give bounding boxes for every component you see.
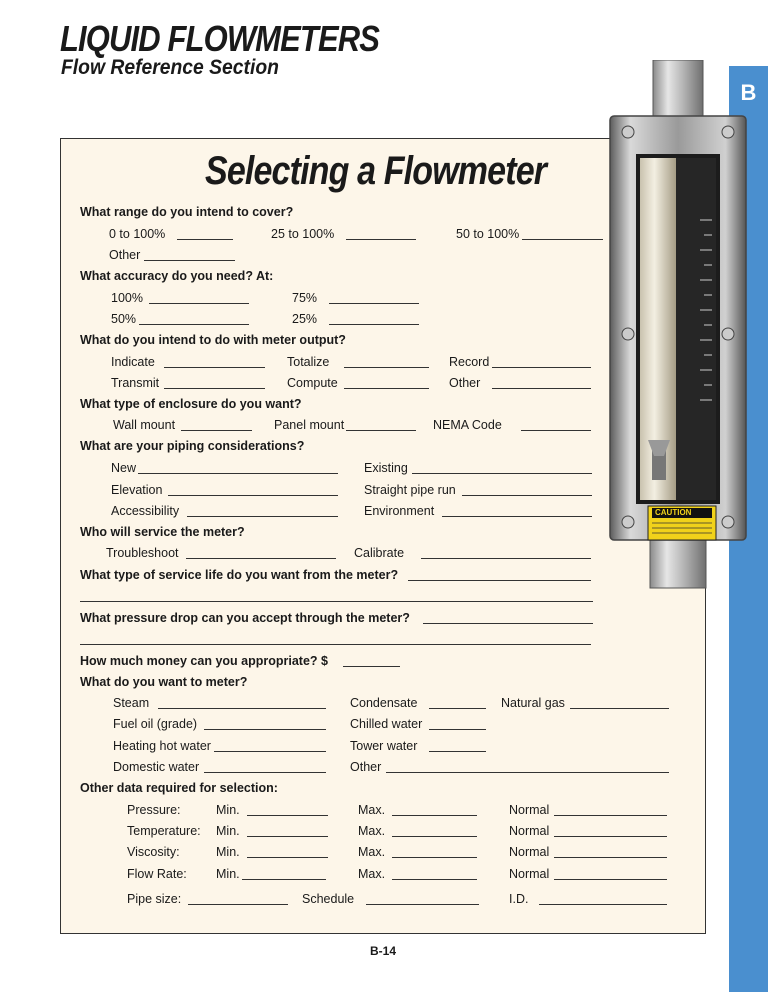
label-elevation: Elevation bbox=[111, 483, 163, 497]
field-panel-mount[interactable] bbox=[346, 430, 416, 431]
question-service: Who will service the meter? bbox=[80, 525, 245, 539]
label-condensate: Condensate bbox=[350, 696, 418, 710]
label-pressure-max: Max. bbox=[358, 803, 386, 817]
label-compute: Compute bbox=[287, 376, 338, 390]
label-pressure: Pressure: bbox=[127, 803, 181, 817]
page-number: B-14 bbox=[370, 944, 397, 958]
header-title: LIQUID FLOWMETERS bbox=[60, 18, 380, 59]
question-piping: What are your piping considerations? bbox=[80, 439, 305, 453]
field-transmit[interactable] bbox=[164, 388, 265, 389]
field-pressure-drop[interactable] bbox=[423, 623, 593, 624]
label-flow-rate-max: Max. bbox=[358, 867, 386, 881]
caution-label: CAUTION bbox=[655, 508, 692, 517]
field-0-to-100[interactable] bbox=[177, 239, 233, 240]
label-0-to-100: 0 to 100% bbox=[109, 227, 166, 241]
field-pipe-size[interactable] bbox=[188, 904, 288, 905]
field-pressure-min[interactable] bbox=[247, 815, 328, 816]
label-domestic-water: Domestic water bbox=[113, 760, 200, 774]
field-fuel-oil[interactable] bbox=[204, 729, 326, 730]
label-panel-mount: Panel mount bbox=[274, 418, 345, 432]
label-chilled-water: Chilled water bbox=[350, 717, 423, 731]
field-calibrate[interactable] bbox=[421, 558, 591, 559]
field-temperature-normal[interactable] bbox=[554, 836, 667, 837]
label-steam: Steam bbox=[113, 696, 150, 710]
field-accuracy-75[interactable] bbox=[329, 303, 419, 304]
label-temperature: Temperature: bbox=[127, 824, 201, 838]
label-range-other: Other bbox=[109, 248, 141, 262]
question-accuracy: What accuracy do you need? At: bbox=[80, 269, 274, 283]
label-flow-rate-normal: Normal bbox=[509, 867, 550, 881]
label-new: New bbox=[111, 461, 137, 475]
field-troubleshoot[interactable] bbox=[186, 558, 336, 559]
label-meter-other: Other bbox=[350, 760, 382, 774]
label-viscosity-min: Min. bbox=[216, 845, 240, 859]
field-environment[interactable] bbox=[442, 516, 592, 517]
field-viscosity-min[interactable] bbox=[247, 857, 328, 858]
label-pressure-min: Min. bbox=[216, 803, 240, 817]
field-tower-water[interactable] bbox=[429, 751, 486, 752]
field-accessibility[interactable] bbox=[187, 516, 338, 517]
label-temperature-min: Min. bbox=[216, 824, 240, 838]
field-accuracy-50[interactable] bbox=[139, 324, 249, 325]
question-output: What do you intend to do with meter output? bbox=[80, 333, 346, 347]
form-title: Selecting a Flowmeter bbox=[205, 149, 547, 193]
field-steam[interactable] bbox=[158, 708, 326, 709]
field-condensate[interactable] bbox=[429, 708, 486, 709]
field-service-life-2[interactable] bbox=[80, 601, 593, 602]
field-flow-rate-min[interactable] bbox=[242, 879, 326, 880]
field-service-life[interactable] bbox=[408, 580, 591, 581]
label-id: I.D. bbox=[509, 892, 529, 906]
label-totalize: Totalize bbox=[287, 355, 330, 369]
field-existing[interactable] bbox=[412, 473, 592, 474]
field-range-other[interactable] bbox=[144, 260, 235, 261]
field-domestic-water[interactable] bbox=[204, 772, 326, 773]
label-schedule: Schedule bbox=[302, 892, 355, 906]
label-indicate: Indicate bbox=[111, 355, 155, 369]
label-transmit: Transmit bbox=[111, 376, 160, 390]
label-existing: Existing bbox=[364, 461, 408, 475]
question-service-life: What type of service life do you want from the meter? bbox=[80, 568, 399, 582]
label-natural-gas: Natural gas bbox=[501, 696, 565, 710]
field-money[interactable] bbox=[343, 666, 400, 667]
label-flow-rate: Flow Rate: bbox=[127, 867, 187, 881]
field-indicate[interactable] bbox=[164, 367, 265, 368]
field-elevation[interactable] bbox=[168, 495, 338, 496]
question-other-data: Other data required for selection: bbox=[80, 781, 278, 795]
field-wall-mount[interactable] bbox=[181, 430, 252, 431]
question-range: What range do you intend to cover? bbox=[80, 205, 294, 219]
label-record: Record bbox=[449, 355, 490, 369]
label-heating-hot-water: Heating hot water bbox=[113, 739, 211, 753]
label-75: 75% bbox=[292, 291, 318, 305]
field-flow-rate-normal[interactable] bbox=[554, 879, 667, 880]
label-25: 25% bbox=[292, 312, 318, 326]
label-viscosity: Viscosity: bbox=[127, 845, 180, 859]
label-output-other: Other bbox=[449, 376, 481, 390]
label-troubleshoot: Troubleshoot bbox=[106, 546, 179, 560]
field-accuracy-25[interactable] bbox=[329, 324, 419, 325]
label-tower-water: Tower water bbox=[350, 739, 418, 753]
header-subtitle: Flow Reference Section bbox=[61, 56, 279, 79]
question-enclosure: What type of enclosure do you want? bbox=[80, 397, 302, 411]
field-25-to-100[interactable] bbox=[346, 239, 416, 240]
field-pressure-drop-2[interactable] bbox=[80, 644, 591, 645]
field-meter-other[interactable] bbox=[386, 772, 669, 773]
label-calibrate: Calibrate bbox=[354, 546, 405, 560]
label-straight-pipe: Straight pipe run bbox=[364, 483, 456, 497]
field-accuracy-100[interactable] bbox=[149, 303, 249, 304]
question-money: How much money can you appropriate? $ bbox=[80, 654, 328, 668]
question-pressure-drop: What pressure drop can you accept through the meter? bbox=[80, 611, 410, 625]
label-pipe-size: Pipe size: bbox=[127, 892, 182, 906]
label-25-to-100: 25 to 100% bbox=[271, 227, 335, 241]
label-50: 50% bbox=[111, 312, 137, 326]
field-flow-rate-max[interactable] bbox=[392, 879, 477, 880]
label-temperature-normal: Normal bbox=[509, 824, 550, 838]
label-viscosity-normal: Normal bbox=[509, 845, 550, 859]
field-pressure-normal[interactable] bbox=[554, 815, 667, 816]
label-environment: Environment bbox=[364, 504, 435, 518]
field-heating-hot-water[interactable] bbox=[214, 751, 326, 752]
field-compute[interactable] bbox=[344, 388, 429, 389]
field-totalize[interactable] bbox=[344, 367, 429, 368]
label-viscosity-max: Max. bbox=[358, 845, 386, 859]
field-50-to-100[interactable] bbox=[522, 239, 603, 240]
field-straight-pipe[interactable] bbox=[462, 495, 592, 496]
label-fuel-oil: Fuel oil (grade) bbox=[113, 717, 198, 731]
field-temperature-max[interactable] bbox=[392, 836, 477, 837]
field-pressure-max[interactable] bbox=[392, 815, 477, 816]
label-wall-mount: Wall mount bbox=[113, 418, 176, 432]
label-100: 100% bbox=[111, 291, 143, 305]
field-id[interactable] bbox=[539, 904, 667, 905]
label-pressure-normal: Normal bbox=[509, 803, 550, 817]
field-viscosity-max[interactable] bbox=[392, 857, 477, 858]
field-viscosity-normal[interactable] bbox=[554, 857, 667, 858]
question-meter-what: What do you want to meter? bbox=[80, 675, 248, 689]
field-schedule[interactable] bbox=[366, 904, 479, 905]
field-temperature-min[interactable] bbox=[247, 836, 328, 837]
label-nema-code: NEMA Code bbox=[433, 418, 502, 432]
label-temperature-max: Max. bbox=[358, 824, 386, 838]
field-record[interactable] bbox=[492, 367, 591, 368]
field-output-other[interactable] bbox=[492, 388, 591, 389]
label-flow-rate-min: Min. bbox=[216, 867, 240, 881]
field-new[interactable] bbox=[138, 473, 338, 474]
section-letter: B bbox=[740, 80, 757, 105]
label-accessibility: Accessibility bbox=[111, 504, 180, 518]
field-natural-gas[interactable] bbox=[570, 708, 669, 709]
field-nema-code[interactable] bbox=[521, 430, 591, 431]
label-50-to-100: 50 to 100% bbox=[456, 227, 520, 241]
field-chilled-water[interactable] bbox=[429, 729, 486, 730]
